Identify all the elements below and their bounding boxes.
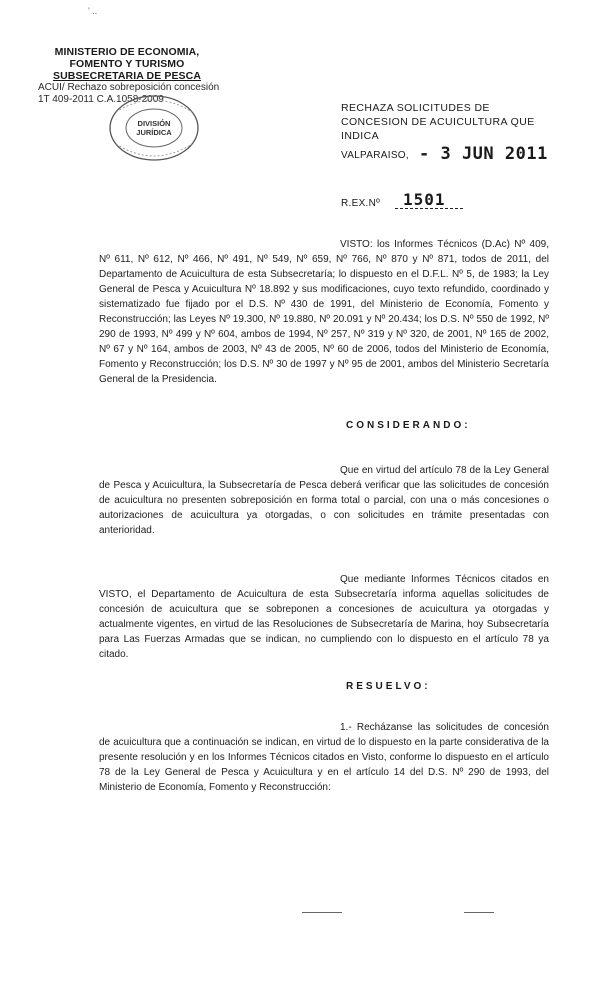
seal-text [106,92,202,164]
document-subject: RECHAZA SOLICITUDES DE CONCESION DE ACUICULTURA QUE INDICA [341,102,535,142]
reference-line-2: 1T 409-2011 C.A.1058-2009 [38,93,164,105]
considerando-paragraph-1: Que en virtud del artículo 78 de la Ley General de Pesca y Acuicultura, la Subsecretaría de Pesca deberá verificar que las solicitudes de concesión de acuicultura no presenten sobreposición en forma total o parcial, con una o más concesiones o autorizaciones de acuicultura ya otorgadas, o con solicitudes en trámite presentadas con anterioridad. [99,465,549,536]
letterhead-subsecretaria: SUBSECRETARIA DE PESCA [52,70,202,82]
resolution-number: 1501 [403,190,446,209]
footer-mark [464,912,494,913]
letterhead [52,46,202,82]
seal-line-1: DIVISIÓN [137,119,171,128]
resolution-number-block [341,190,481,212]
seal-line-2: JURÍDICA [136,128,172,137]
resuelvo-paragraph-1: 1.- Recházanse las solicitudes de concesión de acuicultura que a continuación se indican, en virtud de lo dispuesto en la parte considerativa de la presente resolución y en los Informes Técnicos citados en Visto, conforme lo dispuesto en el artículo 78 de la Ley General de Pesca y Acuicultura y en el artículo 14 del D.S. Nº 290 de 1993, del Ministerio de Economía, Fomento y Reconstrucción: [99,722,549,793]
visto-paragraph: VISTO: los Informes Técnicos (D.Ac) Nº 409, Nº 611, Nº 612, Nº 466, Nº 491, Nº 549, Nº 659, Nº 766, Nº 870 y Nº 871, todos de 2011, del Departamento de Acuicultura de esta Subsecretaría; lo dispuesto en el D.F.L. Nº 5, de 1983; la Ley General de Pesca y Acuicultura Nº 18.892 y sus modificaciones, cuyo texto refundido, coordinado y sistematizado fue fijado por el D.S. Nº 430 de 1991, del Ministerio de Economía, Fomento y Reconstrucción; las Leyes Nº 19.300, Nº 19.880, Nº 20.091 y Nº 20.434; los D.S. Nº 550 de 1992, Nº 290 de 1993, Nº 499 y Nº 604, ambos de 1994, Nº 257, Nº 319 y Nº 320, de 2001, Nº 165 de 2002, Nº 67 y Nº 164, ambos de 2003, Nº 43 de 2005, Nº 60 de 2006, todos del Ministerio de Economía, Fomento y Reconstrucción; los D.S. Nº 30 de 1997 y Nº 95 de 2001, ambos del Ministerio Secretaría General de la Presidencia. [99,239,549,385]
considerando-heading: CONSIDERANDO: [346,420,471,431]
letterhead-ministry: MINISTERIO DE ECONOMIA, [54,46,200,58]
resolution-underline [395,208,463,209]
division-seal [106,92,202,164]
letterhead-ministry-sub: FOMENTO Y TURISMO [69,58,185,70]
resuelvo-heading: RESUELVO: [346,681,431,692]
date-line [341,144,561,168]
date-stamp: - 3 JUN 2011 [419,144,548,164]
reference-line-1: ACUI/ Rechazo sobreposición concesión [38,82,220,93]
date-place: VALPARAISO, [341,150,409,161]
resolution-label: R.EX.Nº [341,198,381,209]
corner-mark: ' .. [88,6,98,16]
footer-mark [302,912,342,913]
considerando-paragraph-2: Que mediante Informes Técnicos citados en VISTO, el Departamento de Acuicultura de esta Subsecretaría informa aquellas solicitudes de concesión de acuicultura que se sobreponen a concesiones de acuicultura ya otorgadas y actualmente vigentes, en virtud de las Resoluciones de Subsecretaría de Marina, hoy Subsecretaría para Las Fuerzas Armadas que se indican, no cumpliendo con lo dispuesto en el artículo 78 ya citado. [99,574,549,660]
